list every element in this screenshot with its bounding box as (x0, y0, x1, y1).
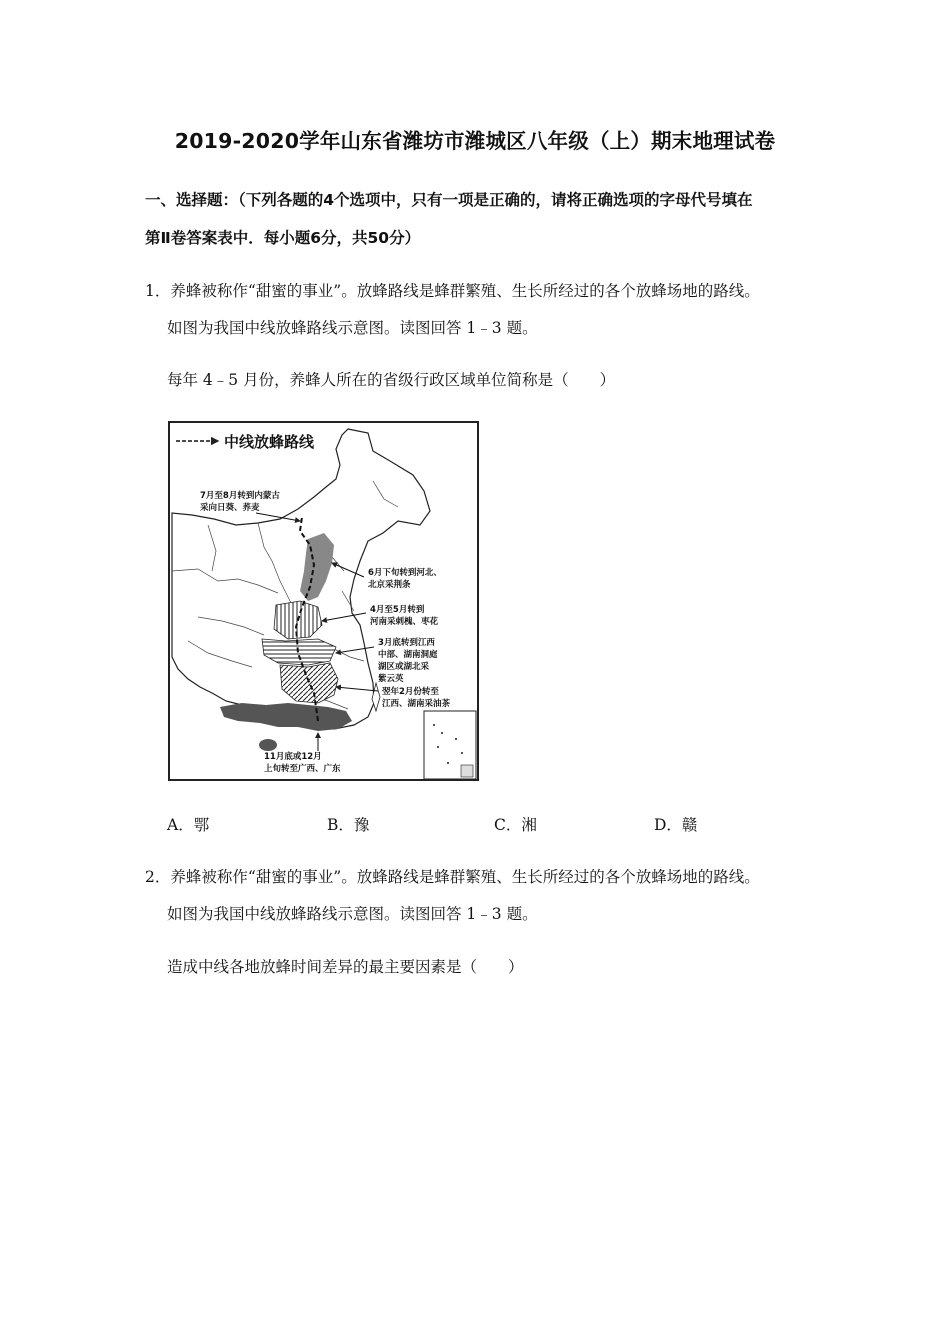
option-c[interactable]: C．湘 (494, 816, 537, 834)
question-2-prompt: 造成中线各地放蜂时间差异的最主要因素是（ ） (167, 958, 524, 976)
exam-title: 2019-2020学年山东省潍坊市潍城区八年级（上）期末地理试卷 (174, 129, 776, 153)
label-february-2: 江西、湖南采油茶 (382, 699, 451, 709)
label-july-august-1: 7月至8月转到内蒙古 (200, 491, 280, 501)
option-a[interactable]: A．鄂 (167, 816, 210, 834)
question-1-stem-continued: 如图为我国中线放蜂路线示意图。读图回答 1﹣3 题。 (167, 319, 538, 337)
section-heading-line-1: 一、选择题：（下列各题的4个选项中，只有一项是正确的，请将正确选项的字母代号填在 (145, 191, 753, 209)
label-february-1: 翌年2月份转至 (382, 687, 439, 697)
option-b[interactable]: B．豫 (327, 816, 370, 834)
question-1-stem: 1．养蜂被称作“甜蜜的事业”。放蜂路线是蜂群繁殖、生长所经过的各个放蜂场地的路线。 (145, 282, 760, 300)
label-march-4: 紫云英 (378, 674, 404, 684)
label-march-3: 湖区或湖北采 (378, 662, 430, 672)
question-2-stem: 2．养蜂被称作“甜蜜的事业”。放蜂路线是蜂群繁殖、生长所经过的各个放蜂场地的路线。 (145, 868, 760, 886)
bee-route-map (168, 421, 480, 783)
label-june-2: 北京采荆条 (368, 580, 411, 590)
label-april-may-2: 河南采刺槐、枣花 (370, 617, 439, 627)
label-november-2: 上旬转至广西、广东 (264, 764, 341, 774)
legend-label: 中线放蜂路线 (224, 433, 315, 451)
label-march-1: 3月底转到江西 (378, 638, 435, 648)
label-november-1: 11月底或12月 (264, 752, 322, 762)
section-heading-line-2: 第Ⅱ卷答案表中．每小题6分，共50分） (145, 229, 421, 247)
question-1-options (0, 813, 950, 837)
label-april-may-1: 4月至5月转到 (370, 605, 425, 615)
label-june-1: 6月下旬转到河北、 (368, 568, 442, 578)
option-d[interactable]: D．赣 (654, 816, 698, 834)
hainan-island (259, 739, 277, 751)
label-march-2: 中部、湖南洞庭 (378, 650, 438, 660)
question-1-prompt: 每年 4﹣5 月份，养蜂人所在的省级行政区域单位简称是（ ） (167, 371, 616, 389)
inset-scale-box (461, 765, 473, 777)
question-2-stem-continued: 如图为我国中线放蜂路线示意图。读图回答 1﹣3 题。 (167, 905, 538, 923)
label-july-august-2: 采向日葵、荞麦 (200, 503, 260, 513)
